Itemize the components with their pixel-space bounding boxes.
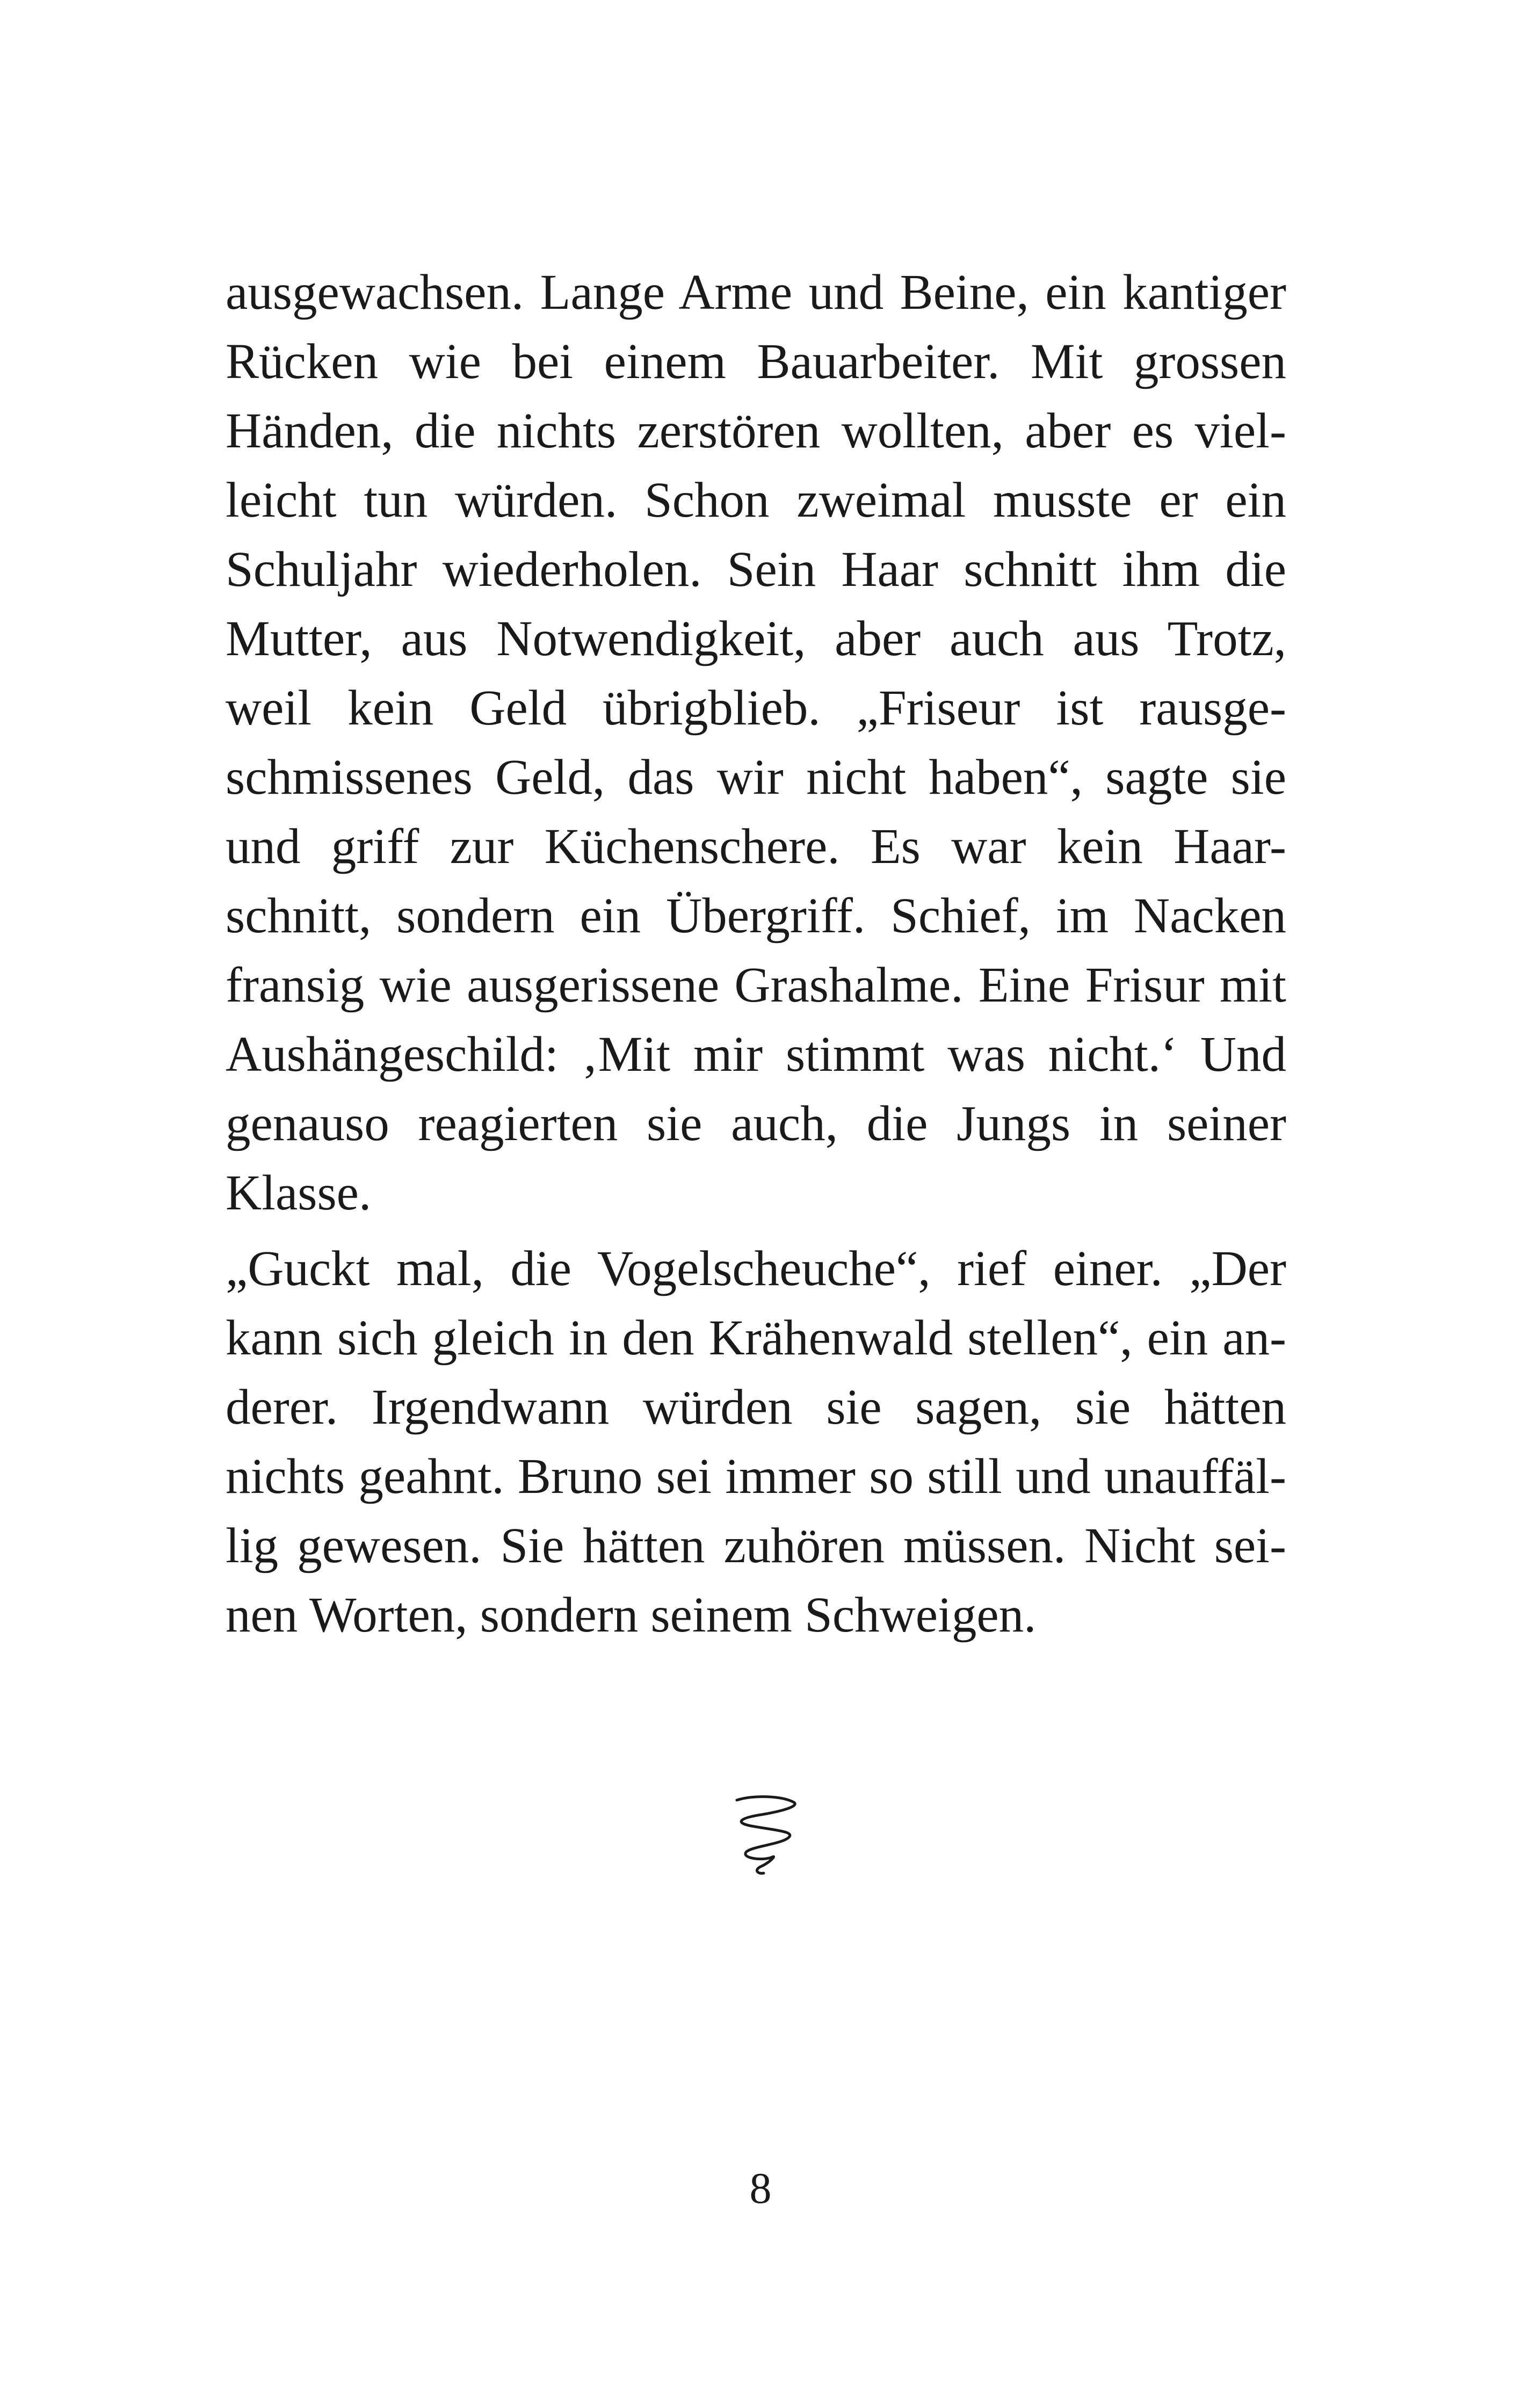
text-line: derer. Irgendwann würden sie sagen, sie hätten bbox=[226, 1380, 1286, 1435]
text-line: schnitt, sondern ein Übergriff. Schief, im Nacken bbox=[226, 888, 1286, 944]
body-text bbox=[226, 258, 1286, 1650]
text-line: Händen, die nichts zerstören wollten, aber es viel- bbox=[226, 403, 1286, 459]
text-line: leicht tun würden. Schon zweimal musste er ein bbox=[226, 473, 1286, 528]
paragraph-gap bbox=[226, 1228, 1286, 1234]
text-line: Mutter, aus Notwendigkeit, aber auch aus Trotz, bbox=[226, 611, 1286, 666]
text-line: Aushängeschild: ‚Mit mir stimmt was nicht.‘ Und bbox=[226, 1027, 1286, 1082]
text-line: Klasse. bbox=[226, 1165, 372, 1221]
paragraph bbox=[226, 1234, 1286, 1650]
text-line: lig gewesen. Sie hätten zuhören müssen. Nicht sei- bbox=[226, 1518, 1286, 1573]
paragraph bbox=[226, 258, 1286, 1228]
text-line: fransig wie ausgerissene Grashalme. Eine Frisur mit bbox=[226, 958, 1286, 1013]
text-line: ausgewachsen. Lange Arme und Beine, ein kantiger bbox=[226, 265, 1286, 320]
text-line: kann sich gleich in den Krähenwald stellen“, ein an- bbox=[226, 1310, 1286, 1366]
scribble-ornament-icon bbox=[725, 1788, 806, 1885]
text-line: weil kein Geld übrigblieb. „Friseur ist rausge- bbox=[226, 680, 1286, 736]
text-line: genauso reagierten sie auch, die Jungs in seiner bbox=[226, 1096, 1286, 1151]
text-line: „Guckt mal, die Vogelscheuche“, rief einer. „Der bbox=[226, 1241, 1286, 1296]
text-line: nichts geahnt. Bruno sei immer so still und unauffäl- bbox=[226, 1449, 1286, 1504]
text-line: Rücken wie bei einem Bauarbeiter. Mit grossen bbox=[226, 334, 1286, 389]
text-line: Schuljahr wiederholen. Sein Haar schnitt ihm die bbox=[226, 542, 1286, 597]
text-line: und griff zur Küchenschere. Es war kein Haar- bbox=[226, 819, 1286, 874]
text-line: nen Worten, sondern seinem Schweigen. bbox=[226, 1587, 1037, 1643]
text-line: schmissenes Geld, das wir nicht haben“, sagte sie bbox=[226, 750, 1286, 805]
page-number: 8 bbox=[749, 2164, 772, 2213]
